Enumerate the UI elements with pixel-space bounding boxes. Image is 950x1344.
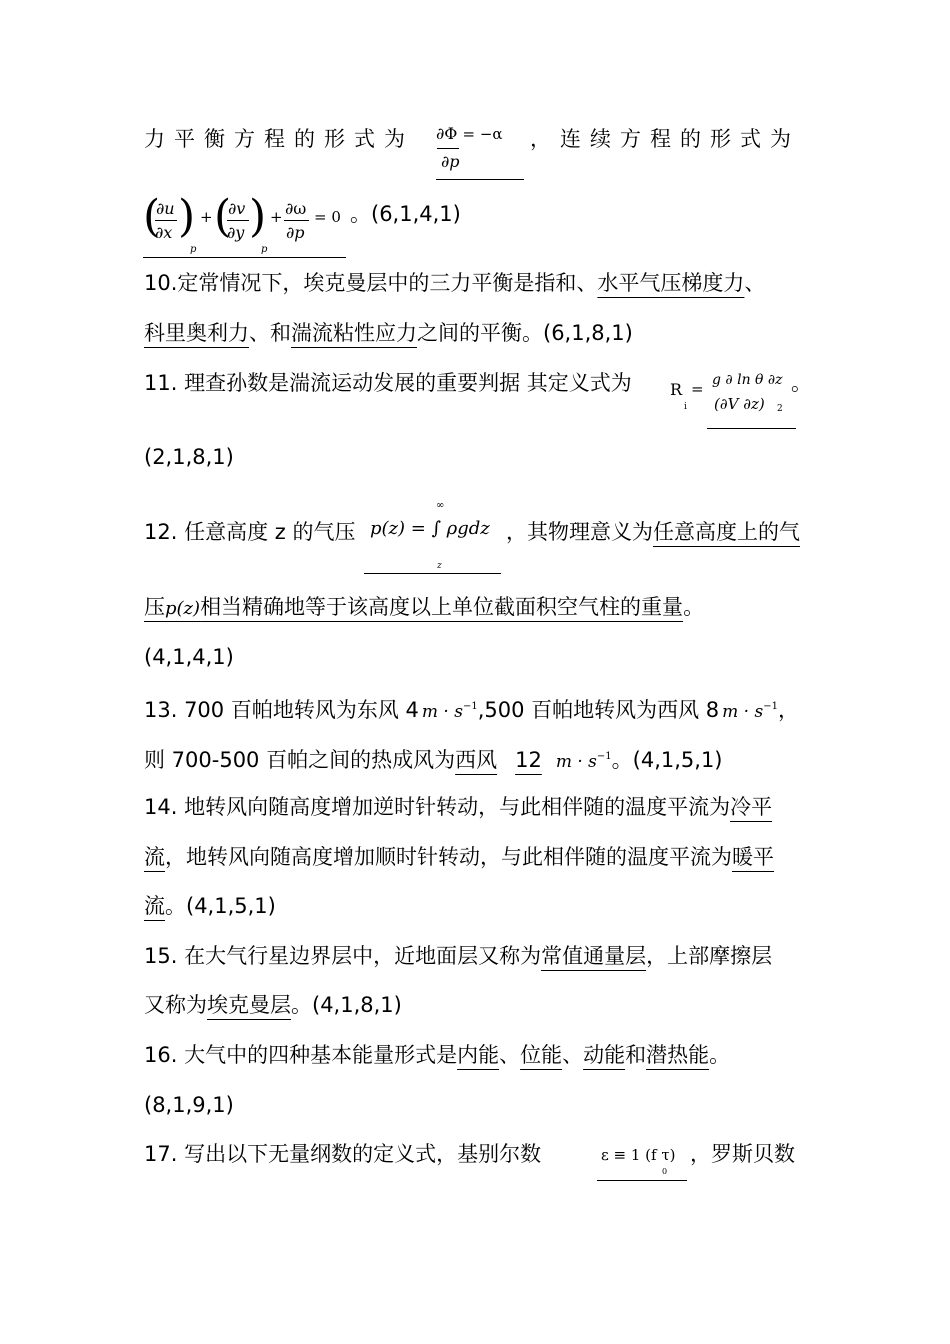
- q9-sub-p-1: p: [190, 244, 197, 255]
- q11-end: 。: [791, 371, 812, 395]
- q9-dw: ∂ω: [285, 199, 307, 218]
- q10-line2: 科里奥利力、和湍流粘性应力之间的平衡。(6,1,8,1): [144, 321, 633, 345]
- q14-answer-2b: 流: [144, 894, 165, 918]
- q13-answer-2: 12: [515, 748, 542, 772]
- q11-ri-square: 2: [777, 404, 783, 414]
- q11-formula-underline: [707, 428, 796, 429]
- q9-right-paren-u: ): [178, 191, 196, 242]
- q11-score: (2,1,8,1): [144, 445, 234, 469]
- q9-du-bar: [155, 220, 177, 221]
- q9-dw-bar: [284, 220, 309, 221]
- q14-answer-1b: 流: [144, 845, 165, 869]
- q11-ri-R: R: [670, 380, 683, 399]
- q15-line1: 15. 在大气行星边界层中，近地面层又称为常值通量层，上部摩擦层: [144, 944, 773, 968]
- q15-answer-1: 常值通量层: [541, 944, 647, 968]
- q16-answer-1: 内能: [457, 1043, 500, 1067]
- q9-dp: ∂p: [286, 223, 305, 242]
- q12-line1: 12. 任意高度 z 的气压: [144, 520, 356, 544]
- q9-dx: ∂x: [155, 223, 173, 242]
- q17-formula: ε ≡ 1 (f τ): [601, 1146, 676, 1164]
- q16-line1: 16. 大气中的四种基本能量形式是内能、位能、动能和潜热能。: [144, 1043, 731, 1067]
- q15-line2: 又称为埃克曼层。(4,1,8,1): [144, 993, 402, 1017]
- q9-sub-p-2: p: [261, 244, 268, 255]
- q12-score: (4,1,4,1): [144, 645, 234, 669]
- q13-answer-1: 西风: [455, 748, 498, 772]
- q14-line1: 14. 地转风向随高度增加逆时针转动，与此相伴随的温度平流为冷平: [144, 795, 773, 819]
- q9-end: 。(6,1,4,1): [350, 202, 461, 226]
- q9-line1: [144, 124, 414, 154]
- q9-continuity-underline: [143, 257, 346, 258]
- q11-line1: 11. 理查孙数是湍流运动发展的重要判据 其定义式为: [144, 371, 632, 395]
- q12-limit-top: ∞: [436, 500, 445, 511]
- q9-line1-b: ，连续方程的形式为: [530, 127, 800, 151]
- q13-line2: 则 700-500 百帕之间的热成风为西风 12 $m \cdot s^{-1}$。(4,1,5,1): [144, 748, 723, 772]
- q14-answer-2a: 暖平: [732, 845, 774, 869]
- q9-eq-zero: = 0: [314, 208, 341, 226]
- q9-formula1-underline: [436, 179, 524, 180]
- q15-answer-2: 埃克曼层: [207, 993, 291, 1017]
- q12-line2: 压p(z)相当精确地等于该高度以上单位截面积空气柱的重量。: [144, 595, 705, 619]
- q10-answer-3: 湍流粘性应力: [291, 321, 417, 345]
- q16-score: (8,1,9,1): [144, 1093, 234, 1117]
- q9-dv: ∂v: [228, 199, 246, 218]
- q16-answer-2: 位能: [520, 1043, 563, 1067]
- q16-answer-4: 潜热能: [646, 1043, 710, 1067]
- q9-left-paren-u: (: [143, 191, 161, 242]
- q9-formula1-num: ∂Φ = −α: [436, 124, 503, 143]
- q12-formula: p(z) = ∫ ρgdz: [370, 518, 490, 539]
- q9-plus-1: +: [200, 208, 213, 226]
- q9-formula1-fraction-bar: [437, 148, 459, 149]
- q12-formula-underline: [364, 573, 501, 574]
- q17-formula-underline: [597, 1180, 687, 1181]
- q11-ri-denominator: (∂V ∂z): [714, 395, 765, 413]
- q14-line3: 流。(4,1,5,1): [144, 894, 276, 918]
- q10-answer-1: 水平气压梯度力: [597, 271, 745, 295]
- q17-line1: 17. 写出以下无量纲数的定义式，基别尔数: [144, 1142, 542, 1166]
- q10-answer-2: 科里奥利力: [144, 321, 249, 345]
- q9-plus-2: +: [270, 208, 283, 226]
- q9-left-paren-v: (: [214, 191, 232, 242]
- q11-ri-eq: =: [691, 380, 704, 398]
- q11-ri-i: i: [684, 402, 687, 412]
- q17-line1-b: ，罗斯贝数: [690, 1142, 795, 1166]
- q10-line1: 10.定常情况下，埃克曼层中的三力平衡是指和、水平气压梯度力、: [144, 271, 766, 295]
- q17-sub-zero: 0: [662, 1167, 668, 1176]
- q9-dy: ∂y: [227, 223, 245, 242]
- q14-answer-1a: 冷平: [730, 795, 773, 819]
- q9-du: ∂u: [156, 199, 175, 218]
- q9-right-paren-v: ): [249, 191, 267, 242]
- q12-line1-b: ，其物理意义为任意高度上的气: [506, 520, 800, 544]
- q13-line1: 13. 700 百帕地转风为东风 4 $m \cdot s^{-1},500$ 百帕地转风为西风 8 $m \cdot s^{-1}$，: [144, 698, 799, 722]
- q16-answer-3: 动能: [583, 1043, 626, 1067]
- q9-dv-bar: [227, 220, 249, 221]
- q11-ri-numerator: g ∂ ln θ ∂z: [712, 372, 783, 388]
- q12-limit-bottom: z: [437, 561, 442, 571]
- q9-formula1-den: ∂p: [441, 152, 460, 171]
- q9-text-a: 力平衡方程的形式为: [144, 127, 414, 151]
- q12-answer-2: 压p(z)相当精确地等于该高度以上单位截面积空气柱的重量: [144, 595, 684, 619]
- q14-line2: 流，地转风向随高度增加顺时针转动，与此相伴随的温度平流为暖平: [144, 845, 774, 869]
- q12-answer-1: 任意高度上的气: [653, 520, 800, 544]
